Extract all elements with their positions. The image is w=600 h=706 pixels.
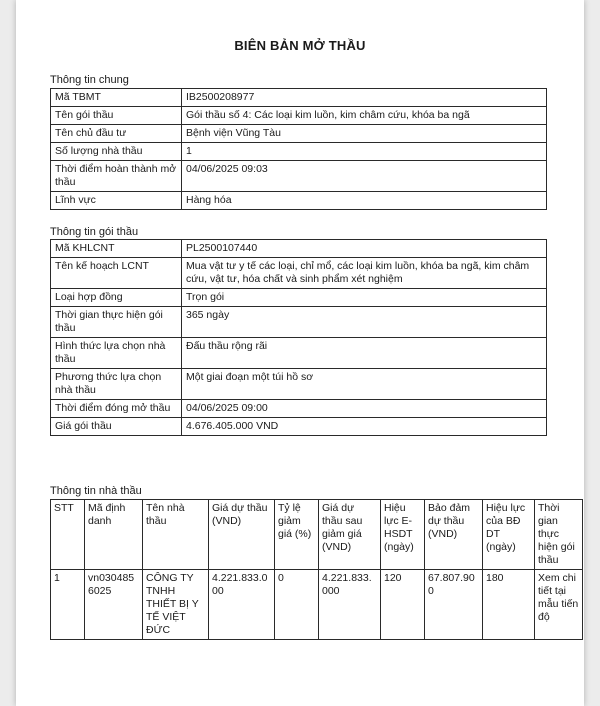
general-info-label: Tên gói thầu <box>51 107 182 125</box>
bidder-column-header: Hiệu lực E-HSDT (ngày) <box>381 500 425 570</box>
section-bidder-heading: Thông tin nhà thầu <box>50 485 142 497</box>
package-info-value: Đấu thầu rộng rãi <box>182 338 547 369</box>
bidder-cell: 4.221.833.000 <box>319 570 381 640</box>
general-info-value: IB2500208977 <box>182 89 547 107</box>
bidder-column-header: Giá dự thầu (VND) <box>209 500 275 570</box>
general-info-row <box>51 161 547 192</box>
package-info-label: Thời điểm đóng mở thầu <box>51 400 182 418</box>
bidder-cell: Xem chi tiết tại mẫu tiến độ <box>535 570 583 640</box>
bidder-cell: 180 <box>483 570 535 640</box>
bidder-row <box>51 570 583 640</box>
document-page <box>16 0 584 706</box>
bidder-column-header: Thời gian thực hiện gói thầu <box>535 500 583 570</box>
general-info-row <box>51 89 547 107</box>
bidder-cell: 120 <box>381 570 425 640</box>
package-info-row <box>51 289 547 307</box>
package-info-value: 4.676.405.000 VND <box>182 418 547 436</box>
package-info-value: Một giai đoạn một túi hồ sơ <box>182 369 547 400</box>
package-info-row <box>51 400 547 418</box>
general-info-value: Hàng hóa <box>182 192 547 210</box>
bidder-cell: CÔNG TY TNHH THIẾT BỊ Y TẾ VIỆT ĐỨC <box>143 570 209 640</box>
bidder-cell: 4.221.833.000 <box>209 570 275 640</box>
bidder-cell: vn0304856025 <box>85 570 143 640</box>
bidder-column-header: Bảo đảm dự thầu (VND) <box>425 500 483 570</box>
package-info-label: Giá gói thầu <box>51 418 182 436</box>
bidder-column-header: Mã định danh <box>85 500 143 570</box>
bidder-cell: 0 <box>275 570 319 640</box>
package-info-row <box>51 240 547 258</box>
bidder-info-table <box>50 499 583 640</box>
bidder-column-header: Tỷ lệ giảm giá (%) <box>275 500 319 570</box>
package-info-row <box>51 369 547 400</box>
section-general-heading: Thông tin chung <box>50 74 129 86</box>
bidder-cell: 67.807.900 <box>425 570 483 640</box>
package-info-value: Mua vật tư y tế các loại, chỉ mổ, các loại kim luồn, khóa ba ngã, kim châm cứu, vật tư, hóa chất và sinh phẩm xét nghiệm <box>182 258 547 289</box>
package-info-value: 365 ngày <box>182 307 547 338</box>
package-info-table <box>50 239 547 436</box>
package-info-row <box>51 418 547 436</box>
general-info-row <box>51 192 547 210</box>
package-info-value: PL2500107440 <box>182 240 547 258</box>
section-package-heading: Thông tin gói thầu <box>50 226 139 238</box>
package-info-row <box>51 307 547 338</box>
general-info-row <box>51 125 547 143</box>
package-info-row <box>51 338 547 369</box>
general-info-label: Lĩnh vực <box>51 192 182 210</box>
general-info-label: Tên chủ đầu tư <box>51 125 182 143</box>
package-info-row <box>51 258 547 289</box>
general-info-label: Thời điểm hoàn thành mở thầu <box>51 161 182 192</box>
package-info-label: Phương thức lựa chọn nhà thầu <box>51 369 182 400</box>
general-info-value: Bệnh viện Vũng Tàu <box>182 125 547 143</box>
general-info-row <box>51 107 547 125</box>
general-info-row <box>51 143 547 161</box>
document-title: BIÊN BẢN MỞ THẦU <box>234 38 366 53</box>
package-info-label: Thời gian thực hiện gói thầu <box>51 307 182 338</box>
package-info-label: Loại hợp đồng <box>51 289 182 307</box>
bidder-column-header: Hiệu lực của BĐ DT (ngày) <box>483 500 535 570</box>
general-info-label: Số lượng nhà thầu <box>51 143 182 161</box>
bidder-column-header: Giá dự thầu sau giảm giá (VND) <box>319 500 381 570</box>
general-info-value: Gói thầu số 4: Các loại kim luồn, kim châm cứu, khóa ba ngã <box>182 107 547 125</box>
bidder-column-header: STT <box>51 500 85 570</box>
package-info-label: Tên kế hoạch LCNT <box>51 258 182 289</box>
general-info-label: Mã TBMT <box>51 89 182 107</box>
general-info-value: 04/06/2025 09:03 <box>182 161 547 192</box>
bidder-column-header: Tên nhà thầu <box>143 500 209 570</box>
bidder-cell: 1 <box>51 570 85 640</box>
package-info-label: Mã KHLCNT <box>51 240 182 258</box>
general-info-table <box>50 88 547 210</box>
package-info-value: Trọn gói <box>182 289 547 307</box>
package-info-label: Hình thức lựa chọn nhà thầu <box>51 338 182 369</box>
general-info-value: 1 <box>182 143 547 161</box>
package-info-value: 04/06/2025 09:00 <box>182 400 547 418</box>
